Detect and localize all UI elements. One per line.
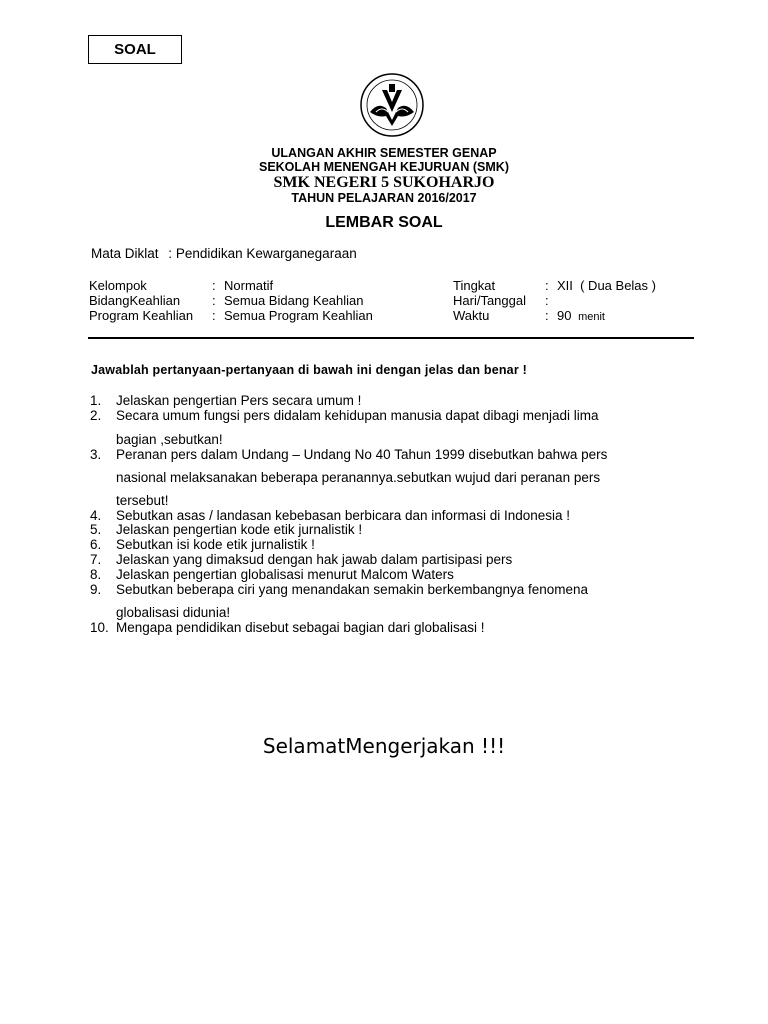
header-school-name: SMK NEGERI 5 SUKOHARJO [273, 174, 495, 191]
mata-diklat-row [91, 246, 357, 261]
info-left-sep-2: : [212, 308, 216, 323]
question-number: 3. [90, 447, 102, 462]
header-exam-name: ULANGAN AKHIR SEMESTER GENAP [271, 146, 497, 160]
question-text: Jelaskan pengertian Pers secara umum ! [116, 393, 362, 408]
question-text: nasional melaksanakan beberapa peranannya.sebutkan wujud dari peranan pers [116, 470, 601, 485]
question-number: 2. [90, 408, 102, 423]
info-left-label-1: BidangKeahlian [89, 293, 181, 308]
mata-diklat-value: Pendidikan Kewarganegaraan [175, 246, 357, 261]
question-number: 6. [90, 537, 102, 552]
tut-wuri-handayani-logo-icon [356, 72, 428, 138]
question-text: Sebutkan isi kode etik jurnalistik ! [116, 537, 315, 552]
question-text: Jelaskan pengertian kode etik jurnalistik ! [116, 522, 363, 537]
question-text: Peranan pers dalam Undang – Undang No 40 Tahun 1999 disebutkan bahwa pers [116, 447, 608, 462]
question-text: globalisasi didunia! [116, 605, 231, 620]
page-title: LEMBAR SOAL [325, 214, 443, 231]
info-right-label-0: Tingkat [453, 278, 496, 293]
question-text: Jelaskan pengertian globalisasi menurut Malcom Waters [116, 567, 454, 582]
info-right-label-2: Waktu [453, 308, 490, 323]
mata-diklat-label: Mata Diklat [91, 246, 159, 261]
question-text: Mengapa pendidikan disebut sebagai bagian dari globalisasi ! [116, 620, 485, 635]
info-left-value-0: Normatif [224, 278, 274, 293]
info-right-value-0: XII ( Dua Belas ) [557, 278, 656, 293]
info-left-label-0: Kelompok [89, 278, 147, 293]
info-left-sep-1: : [212, 293, 216, 308]
question-number: 7. [90, 552, 102, 567]
header-school-type: SEKOLAH MENENGAH KEJURUAN (SMK) [258, 160, 509, 174]
closing-message: SelamatMengerjakan !!! [262, 734, 506, 758]
header-academic-year: TAHUN PELAJARAN 2016/2017 [291, 191, 477, 205]
question-text: tersebut! [116, 493, 169, 508]
info-right-label-1: Hari/Tanggal [453, 293, 526, 308]
question-number: 10. [90, 620, 109, 635]
question-text: Jelaskan yang dimaksud dengan hak jawab dalam partisipasi pers [116, 552, 513, 567]
mata-diklat-sep: : [168, 246, 173, 261]
info-left-sep-0: : [212, 278, 216, 293]
info-right-sep-0: : [545, 278, 549, 293]
question-number: 1. [90, 393, 102, 408]
soal-label-box: SOAL [88, 35, 182, 64]
info-right-sep-1: : [545, 293, 549, 308]
question-text: Secara umum fungsi pers didalam kehidupan manusia dapat dibagi menjadi lima [116, 408, 599, 423]
info-left-label-2: Program Keahlian [89, 308, 194, 323]
info-right-value-2 [557, 308, 605, 325]
info-right-sep-2: : [545, 308, 549, 323]
question-text: Sebutkan asas / landasan kebebasan berbicara dan informasi di Indonesia ! [116, 508, 571, 523]
info-left-value-1: Semua Bidang Keahlian [224, 293, 364, 308]
duration-value: 90 [557, 308, 572, 323]
question-text: Sebutkan beberapa ciri yang menandakan semakin berkembangnya fenomena [116, 582, 589, 597]
duration-unit: menit [578, 311, 605, 323]
question-text: bagian ,sebutkan! [116, 432, 223, 447]
question-number: 9. [90, 582, 102, 597]
info-left-value-2: Semua Program Keahlian [224, 308, 373, 323]
header-divider [88, 337, 694, 339]
question-number: 5. [90, 522, 102, 537]
instruction-text: Jawablah pertanyaan-pertanyaan di bawah ini dengan jelas dan benar ! [91, 363, 527, 377]
question-number: 4. [90, 508, 102, 523]
question-number: 8. [90, 567, 102, 582]
